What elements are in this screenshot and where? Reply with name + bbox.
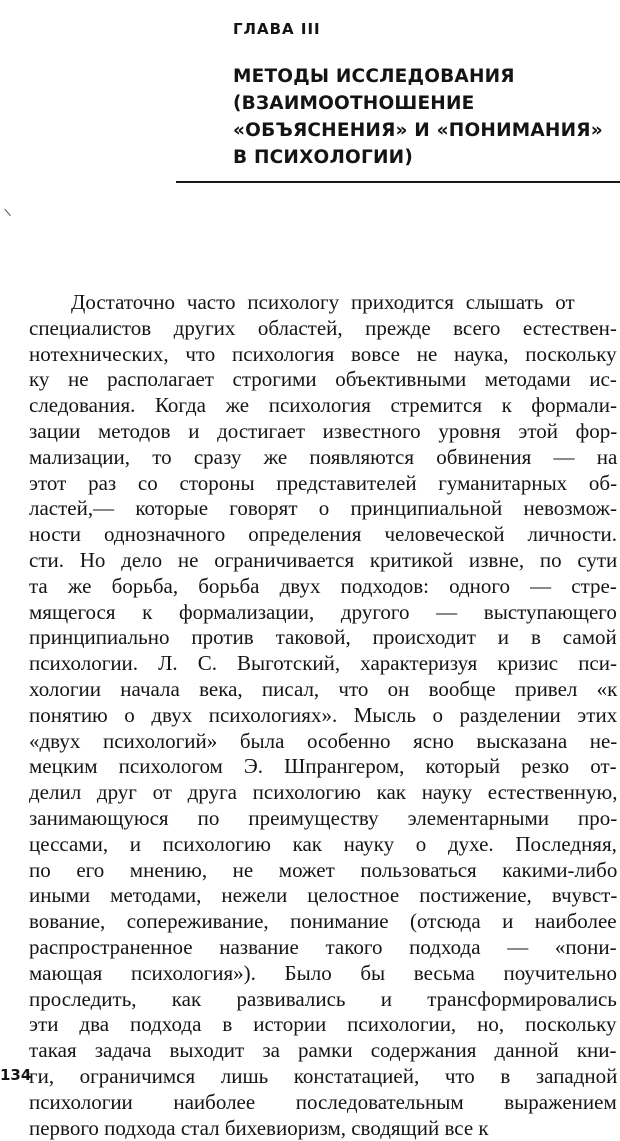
title-divider	[176, 181, 620, 183]
chapter-title	[233, 63, 620, 171]
text-line: ластей,— которые говорят о принципиальной невозмож-	[29, 496, 617, 522]
text-line: ности однозначного определения человеческой личности.	[29, 522, 617, 548]
text-line: хологии начала века, писал, что он вообще привел «к	[29, 677, 617, 703]
text-line: та же борьба, борьба двух подходов: одного — стре-	[29, 574, 617, 600]
text-line: первого подхода стал бихевиоризм, сводящий все к	[29, 1116, 617, 1141]
text-line: нотехнических, что психология вовсе не наука, поскольку	[29, 342, 617, 368]
chapter-title-line: (ВЗАИМООТНОШЕНИЕ	[233, 90, 620, 117]
chapter-title-line: «ОБЪЯСНЕНИЯ» И «ПОНИМАНИЯ»	[233, 117, 620, 144]
text-line: психологии. Л. С. Выготский, характеризуя кризис пси-	[29, 651, 617, 677]
text-line: распространенное название такого подхода — «пони-	[29, 935, 617, 961]
text-line: сти. Но дело не ограничивается критикой извне, по сути	[29, 548, 617, 574]
text-line: ги, ограничимся лишь констатацией, что в западной	[29, 1064, 617, 1090]
chapter-title-line: В ПСИХОЛОГИИ)	[233, 144, 620, 171]
text-line: по его мнению, не может пользоваться какими-либо	[29, 858, 617, 884]
text-line: специалистов других областей, прежде всего естествен-	[29, 316, 617, 342]
chapter-title-line: МЕТОДЫ ИССЛЕДОВАНИЯ	[233, 63, 620, 90]
text-line: ку не располагает строгими объективными методами ис-	[29, 367, 617, 393]
text-line: понятию о двух психологиях». Мысль о разделении этих	[29, 703, 617, 729]
text-line: мецким психологом Э. Шпрангером, который резко от-	[29, 754, 617, 780]
text-line: «двух психологий» была особенно ясно высказана не-	[29, 729, 617, 755]
scan-mark	[4, 203, 17, 216]
text-line: принципиально против таковой, происходит и в самой	[29, 625, 617, 651]
text-line: этот раз со стороны представителей гуманитарных об-	[29, 471, 617, 497]
text-line: проследить, как развивались и трансформировались	[29, 987, 617, 1013]
text-line: зации методов и достигает известного уровня этой фор-	[29, 419, 617, 445]
text-line: психологии наиболее последовательным выражением	[29, 1090, 617, 1116]
chapter-label: ГЛАВА III	[233, 20, 321, 38]
text-line: мализации, то сразу же появляются обвинения — на	[29, 445, 617, 471]
text-line: иными методами, нежели целостное постижение, вчувст-	[29, 883, 617, 909]
body-paragraph	[29, 290, 617, 1141]
text-line: следования. Когда же психология стремится к формали-	[29, 393, 617, 419]
page-number: 134	[0, 1066, 31, 1084]
text-line: такая задача выходит за рамки содержания данной кни-	[29, 1038, 617, 1064]
text-line: цессами, и психологию как науку о духе. Последняя,	[29, 832, 617, 858]
text-line: делил друг от друга психологию как науку естественную,	[29, 780, 617, 806]
text-line: Достаточно часто психологу приходится слышать от	[29, 290, 617, 316]
text-line: вование, сопереживание, понимание (отсюда и наиболее	[29, 909, 617, 935]
text-line: мающая психология»). Было бы весьма поучительно	[29, 961, 617, 987]
text-line: мящегося к формализации, другого — выступающего	[29, 600, 617, 626]
text-line: эти два подхода в истории психологии, но, поскольку	[29, 1012, 617, 1038]
text-line: занимающуюся по преимуществу элементарными про-	[29, 806, 617, 832]
